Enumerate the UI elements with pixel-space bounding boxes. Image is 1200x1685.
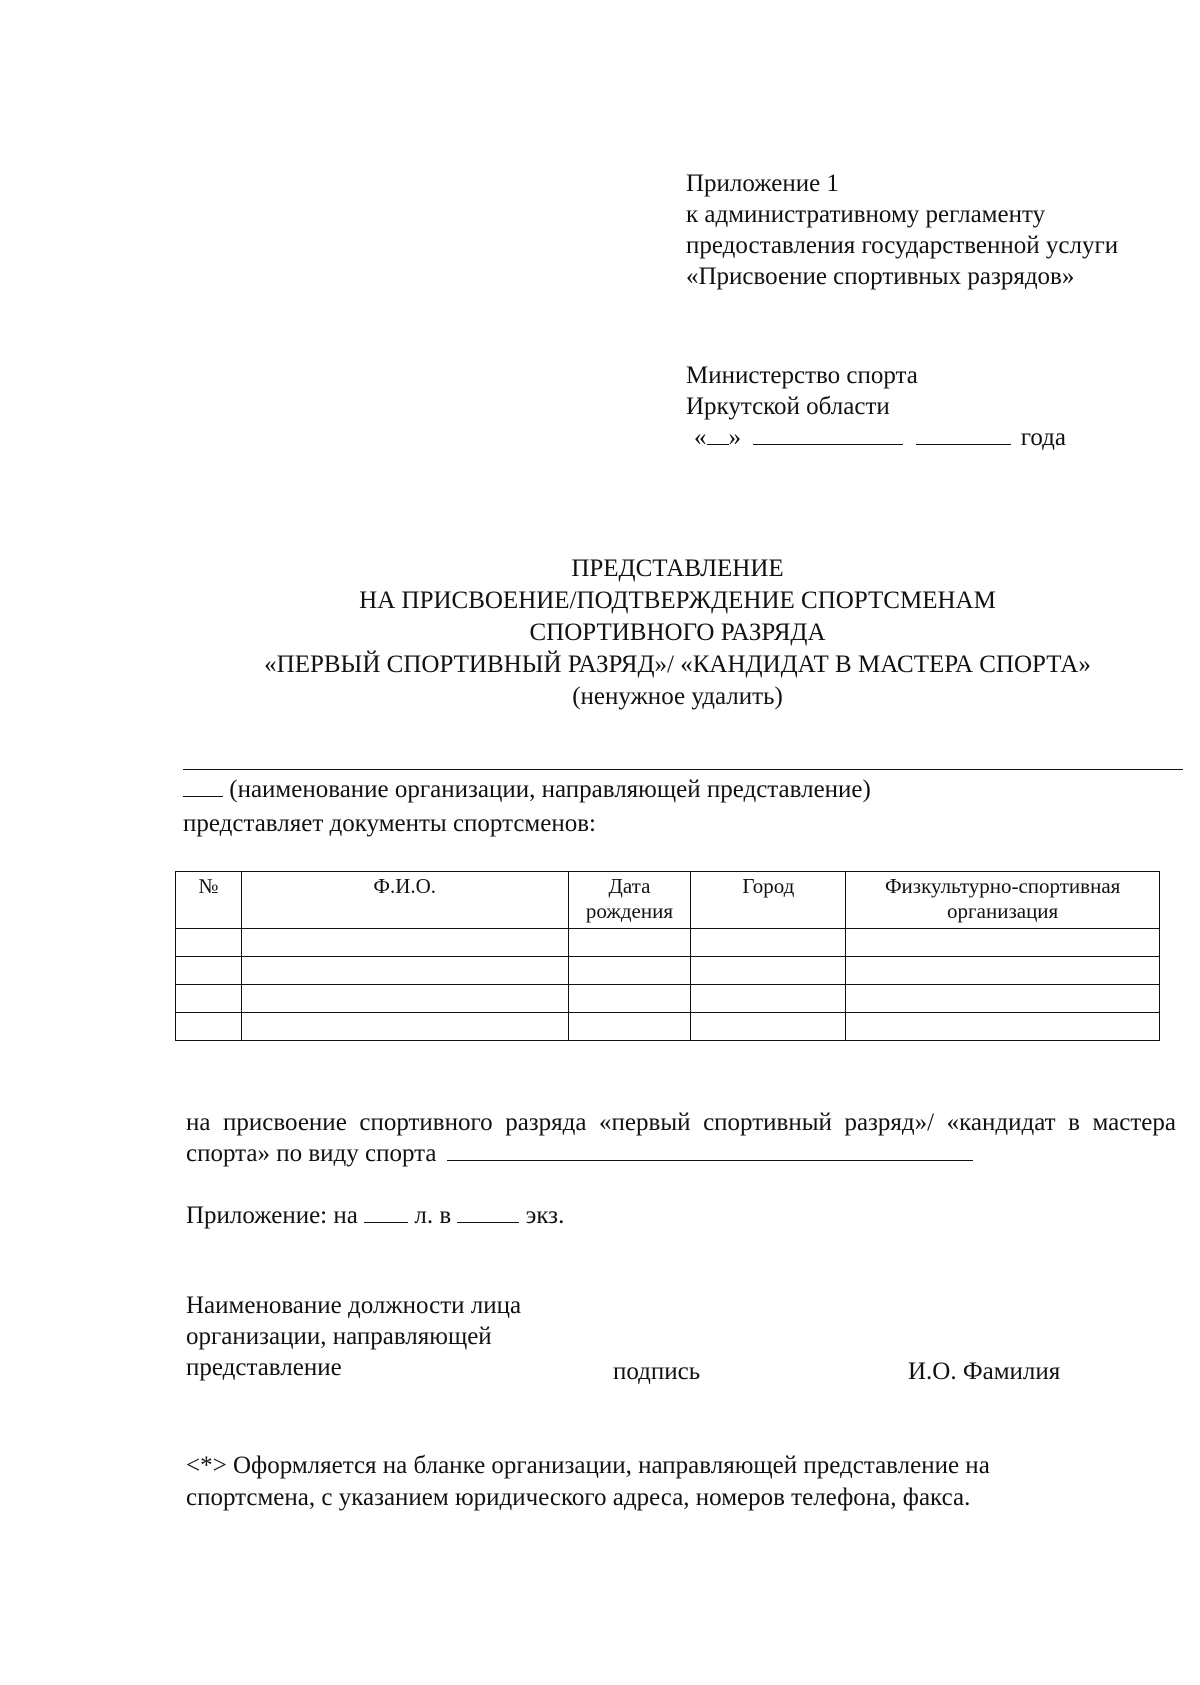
ministry-line: Иркутской области bbox=[686, 393, 890, 420]
appendix-line: к административному регламенту bbox=[686, 201, 1046, 228]
organization-caption-line bbox=[183, 774, 871, 805]
organization-caption: (наименование организации, направляющей представление) bbox=[229, 776, 871, 803]
table-cell[interactable] bbox=[691, 957, 846, 985]
copies-blank bbox=[457, 1202, 519, 1223]
attachment-suffix: экз. bbox=[525, 1202, 565, 1229]
document-title bbox=[0, 553, 1200, 713]
organization-short-blank bbox=[183, 776, 223, 797]
table-cell[interactable] bbox=[568, 929, 691, 957]
attachment-line bbox=[186, 1200, 564, 1231]
table-cell[interactable] bbox=[568, 957, 691, 985]
position-line: организации, направляющей bbox=[186, 1323, 492, 1350]
column-header-birthdate: Дата рождения bbox=[568, 872, 691, 929]
addressee-block bbox=[686, 360, 1066, 453]
table-cell[interactable] bbox=[176, 957, 242, 985]
attachment-prefix: Приложение: на bbox=[186, 1202, 358, 1229]
title-note: (ненужное удалить) bbox=[572, 683, 783, 710]
table-cell[interactable] bbox=[846, 929, 1160, 957]
table-cell[interactable] bbox=[241, 929, 568, 957]
award-paragraph bbox=[186, 1107, 1176, 1169]
table-cell[interactable] bbox=[176, 985, 242, 1013]
table-cell[interactable] bbox=[241, 985, 568, 1013]
column-header-city: Город bbox=[691, 872, 846, 929]
appendix-header bbox=[686, 168, 1118, 292]
table-cell[interactable] bbox=[176, 1013, 242, 1041]
appendix-line: Приложение 1 bbox=[686, 170, 839, 197]
table-cell[interactable] bbox=[241, 957, 568, 985]
date-line bbox=[686, 422, 1066, 453]
table-cell[interactable] bbox=[691, 929, 846, 957]
table-cell[interactable] bbox=[241, 1013, 568, 1041]
table-cell[interactable] bbox=[846, 957, 1160, 985]
appendix-line: «Присвоение спортивных разрядов» bbox=[686, 263, 1075, 290]
column-header-number: № bbox=[176, 872, 242, 929]
date-year-blank bbox=[916, 424, 1011, 445]
ministry-line: Министерство спорта bbox=[686, 362, 918, 389]
title-line: «ПЕРВЫЙ СПОРТИВНЫЙ РАЗРЯД»/ «КАНДИДАТ В МАСТЕРА СПОРТА» bbox=[264, 651, 1091, 678]
footnote-line: спортсмена, с указанием юридического адреса, номеров телефона, факса. bbox=[186, 1484, 971, 1511]
table-cell[interactable] bbox=[568, 985, 691, 1013]
footnote-line: <*> Оформляется на бланке организации, направляющей представление на bbox=[186, 1452, 990, 1479]
table-row bbox=[176, 957, 1160, 985]
table-cell[interactable] bbox=[846, 985, 1160, 1013]
title-line: НА ПРИСВОЕНИЕ/ПОДТВЕРЖДЕНИЕ СПОРТСМЕНАМ bbox=[359, 587, 996, 614]
sheets-blank bbox=[364, 1202, 408, 1223]
table-cell[interactable] bbox=[691, 985, 846, 1013]
sport-type-blank bbox=[447, 1140, 973, 1161]
position-line: Наименование должности лица bbox=[186, 1292, 522, 1319]
table-cell[interactable] bbox=[568, 1013, 691, 1041]
table-row bbox=[176, 929, 1160, 957]
date-month-blank bbox=[753, 424, 903, 445]
table-header-row bbox=[176, 872, 1160, 929]
table-cell[interactable] bbox=[691, 1013, 846, 1041]
position-line: представление bbox=[186, 1354, 342, 1381]
date-suffix: года bbox=[1020, 424, 1066, 451]
date-close-quote: » bbox=[728, 424, 741, 451]
appendix-line: предоставления государственной услуги bbox=[686, 232, 1119, 259]
table-row bbox=[176, 1013, 1160, 1041]
documents-text: представляет документы спортсменов: bbox=[183, 810, 596, 837]
title-line: СПОРТИВНОГО РАЗРЯДА bbox=[529, 619, 826, 646]
column-header-organization: Физкультурно-спортивная организация bbox=[846, 872, 1160, 929]
date-open-quote: « bbox=[694, 424, 707, 451]
column-header-fio: Ф.И.О. bbox=[241, 872, 568, 929]
athletes-table bbox=[175, 871, 1160, 1041]
table-cell[interactable] bbox=[846, 1013, 1160, 1041]
award-text: на присвоение спортивного разряда «первый спортивный разряд»/ «кандидат в мастера спорта» по виду спорта bbox=[186, 1109, 1176, 1167]
signature-label: подпись bbox=[613, 1358, 701, 1385]
position-title bbox=[186, 1290, 521, 1383]
footnote bbox=[186, 1450, 990, 1514]
table-cell[interactable] bbox=[176, 929, 242, 957]
organization-name-blank bbox=[183, 769, 1183, 770]
signer-name-label: И.О. Фамилия bbox=[908, 1358, 1061, 1385]
table-row bbox=[176, 985, 1160, 1013]
title-line: ПРЕДСТАВЛЕНИЕ bbox=[571, 555, 784, 582]
attachment-middle: л. в bbox=[414, 1202, 452, 1229]
date-day-blank bbox=[707, 424, 729, 445]
